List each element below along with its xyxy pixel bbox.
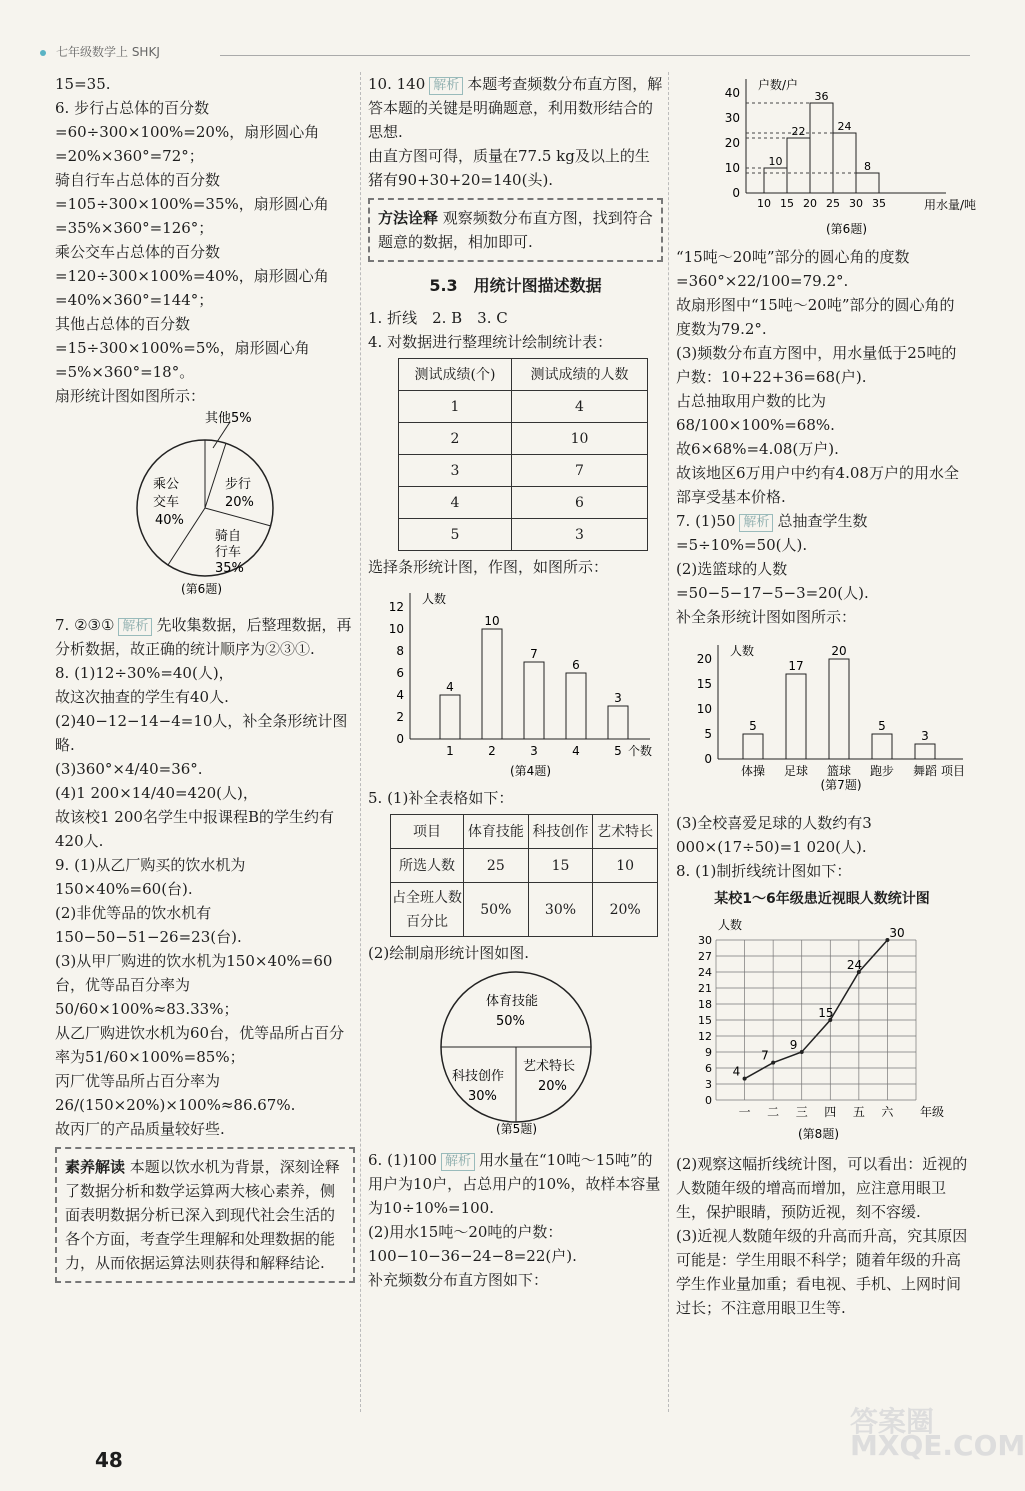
table-cell: 2	[399, 423, 512, 455]
y-tick-label: 4	[396, 688, 404, 702]
table-cell: 25	[464, 849, 529, 883]
x-tick-label: 1	[446, 744, 454, 758]
histogram-q6	[676, 78, 977, 238]
table-row	[391, 815, 658, 849]
data-label: 10	[768, 155, 783, 168]
text-line: 从乙厂购进饮水机为60台，优等品所占百分率为51/60×100%=85%；	[55, 1024, 345, 1066]
table-row	[399, 391, 648, 423]
y-tick-label: 18	[698, 998, 712, 1011]
literacy-box	[55, 1147, 355, 1283]
pie-divider	[205, 443, 226, 508]
text-line	[676, 509, 968, 557]
data-label: 10	[484, 614, 500, 628]
x-tick-label: 15	[780, 197, 794, 210]
column-divider	[668, 72, 669, 1412]
x-tick-label: 篮球	[826, 764, 852, 778]
table-cell: 5	[399, 519, 512, 551]
page-header	[40, 40, 160, 64]
text-line	[368, 72, 663, 144]
table-cell: 所选人数	[391, 849, 464, 883]
bar-chart-q4	[368, 579, 663, 779]
analysis-tag: 解析	[739, 514, 773, 532]
y-tick-label: 24	[698, 966, 712, 979]
answer: 本题考查频数分布直方图，解答本题的关键是明确题意，利用数形结合的思想.	[368, 75, 663, 141]
text-line: 乘公交车占总体的百分数=120÷300×100%=40%，扇形圆心角=40%×360°=144°；	[55, 243, 329, 309]
text-line: (2)用水15吨～20吨的户数：	[368, 1223, 563, 1241]
column-1	[55, 72, 355, 1289]
y-tick-label: 2	[396, 710, 404, 724]
y-tick-label: 20	[724, 136, 740, 150]
data-label: 5	[878, 719, 886, 733]
y-tick-label: 8	[396, 644, 404, 658]
data-label: 7	[530, 647, 538, 661]
table-row	[399, 359, 648, 391]
figure-caption: (第4题)	[510, 764, 551, 778]
pie-label: 步行	[225, 477, 252, 492]
text-line: 故这次抽查的学生有40人.	[55, 688, 229, 706]
data-label: 3	[921, 729, 929, 743]
answer: 7. (1)50	[676, 512, 736, 530]
line-chart-q8	[676, 915, 968, 1145]
bar	[566, 673, 586, 739]
pie-label: 35%	[215, 561, 244, 576]
table-cell: 体育技能	[464, 815, 529, 849]
x-tick-label: 2	[488, 744, 496, 758]
x-tick-label: 10	[757, 197, 771, 210]
text-line: 故该校1 200名学生中报课程B的学生约有420人.	[55, 808, 334, 850]
table-cell: 10	[593, 849, 658, 883]
table-cell: 20%	[593, 883, 658, 937]
data-label: 20	[831, 644, 847, 658]
table-header: 测试成绩(个)	[399, 359, 512, 391]
x-tick-label: 35	[872, 197, 886, 210]
pie-label: 艺术特长	[523, 1059, 576, 1074]
text-line: 8. (1)12÷30%=40(人)，	[55, 664, 234, 682]
answer: 先收集数据，后整理数据，再分析数据，故正确的统计顺序为②③①.	[55, 616, 352, 658]
text-line: 故扇形图中“15吨～20吨”部分的圆心角的度数为79.2°.	[676, 296, 955, 338]
x-tick-label: 三	[795, 1105, 808, 1119]
answer: 6. (1)100	[368, 1151, 437, 1169]
text-line	[368, 1148, 663, 1220]
y-tick-label: 10	[724, 161, 740, 175]
column-2	[368, 72, 663, 1292]
data-label: 3	[614, 691, 622, 705]
table-cell: 50%	[464, 883, 529, 937]
table-q5	[390, 814, 658, 937]
table-cell: 1	[399, 391, 512, 423]
text-line: (2)40−12−14−4=10人，补全条形统计图略.	[55, 712, 348, 754]
y-tick-label: 27	[698, 950, 712, 963]
text-line: 故6×68%=4.08(万户).	[676, 440, 839, 458]
bullet-icon	[40, 50, 46, 56]
table-cell: 30%	[528, 883, 593, 937]
pie-label: 科技创作	[452, 1069, 505, 1084]
data-label: 30	[889, 926, 905, 940]
y-tick-label: 40	[724, 86, 740, 100]
analysis-tag: 解析	[118, 618, 152, 636]
data-label: 15	[818, 1006, 834, 1020]
table-cell: 7	[512, 455, 648, 487]
bar	[786, 674, 806, 759]
section-title: 5.3 用统计图描述数据	[429, 276, 602, 295]
text-line: (3)360°×4/40=36°.	[55, 760, 203, 778]
histogram-bar	[764, 168, 787, 193]
answer: 7. ②③①	[55, 616, 115, 634]
x-tick-label: 足球	[783, 764, 809, 778]
column-3	[676, 78, 977, 1320]
bar	[440, 695, 460, 739]
text-line: 补全条形统计图如图所示：	[676, 608, 857, 626]
y-tick-label: 12	[388, 600, 404, 614]
y-axis-label: 人数	[718, 918, 743, 932]
figure-caption: (第5题)	[496, 1122, 537, 1136]
y-axis-label: 人数	[422, 592, 447, 606]
y-tick-label: 9	[705, 1046, 712, 1059]
table-cell: 4	[512, 391, 648, 423]
histogram-bar	[856, 173, 879, 193]
figure-caption: (第6题)	[826, 222, 867, 236]
y-tick-label: 6	[396, 666, 404, 680]
pie-label: 50%	[496, 1014, 525, 1029]
text-line: 1. 折线 2. B 3. C	[368, 309, 508, 327]
text-line: 其他占总体的百分数=15÷300×100%=5%，扇形圆心角=5%×360°=18°。	[55, 315, 310, 381]
y-tick-label: 30	[698, 934, 712, 947]
data-label: 9	[789, 1038, 798, 1052]
text-line: (2)绘制扇形统计图如图.	[368, 944, 530, 962]
pie-label: 骑自	[215, 529, 242, 544]
histogram-bar	[810, 103, 833, 193]
header-rule	[220, 55, 970, 56]
table-row	[399, 519, 648, 551]
figure-caption: (第8题)	[798, 1127, 839, 1141]
box-title: 方法诠释	[378, 209, 439, 227]
text-line: “15吨～20吨”部分的圆心角的度数=360°×22/100=79.2°.	[676, 248, 910, 290]
y-tick-label: 0	[704, 752, 712, 766]
answer: 用水量在“10吨～15吨”的用户为10户，占总用户的10%，故样本容量为10÷10%=100.	[368, 1151, 661, 1217]
text-line: 8. (1)制折线统计图如下：	[676, 862, 852, 880]
bar	[915, 744, 935, 759]
column-divider	[360, 72, 361, 1412]
bar	[608, 706, 628, 739]
y-tick-label: 20	[696, 652, 712, 666]
data-label: 4	[446, 680, 454, 694]
x-axis-label: 用水量/吨	[924, 198, 977, 212]
x-tick-label: 4	[572, 744, 580, 758]
text-line: 4. 对数据进行整理统计绘制统计表：	[368, 333, 613, 351]
x-axis-label: 项目	[941, 764, 966, 778]
text-line: 占总抽取用户数的比为68/100×100%=68%.	[676, 392, 835, 434]
text-line: 故丙厂的产品质量较好些.	[55, 1120, 225, 1138]
pie-label: 体育技能	[486, 994, 539, 1009]
answer: 10. 140	[368, 75, 426, 93]
book-title: 七年级数学上 SHKJ	[56, 45, 160, 59]
data-point	[771, 1061, 775, 1065]
table-cell: 4	[399, 487, 512, 519]
y-tick-label: 0	[396, 732, 404, 746]
x-tick-label: 30	[849, 197, 863, 210]
text-line: 6. 步行占总体的百分数=60÷300×100%=20%，扇形圆心角=20%×360°=72°；	[55, 99, 320, 165]
answer: 总抽查学生数=5÷10%=50(人).	[676, 512, 868, 554]
data-label: 6	[572, 658, 580, 672]
analysis-tag: 解析	[441, 1153, 475, 1171]
data-label: 24	[846, 958, 863, 972]
bar	[482, 629, 502, 739]
text-line: (3)全校喜爱足球的人数约有3 000×(17÷50)=1 020(人).	[676, 814, 872, 856]
pie-label: 其他5%	[205, 411, 252, 426]
pie-label: 40%	[155, 513, 184, 528]
text-line: 由直方图可得，质量在77.5 kg及以上的生猪有90+30+20=140(头).	[368, 147, 650, 189]
text-line: 骑自行车占总体的百分数=105÷300×100%=35%，扇形圆心角=35%×360°=126°；	[55, 171, 329, 237]
y-tick-label: 3	[705, 1078, 712, 1091]
pie-label: 交车	[153, 495, 180, 510]
table-header: 测试成绩的人数	[512, 359, 648, 391]
text-line: 9. (1)从乙厂购买的饮水机为150×40%=60(台).	[55, 856, 246, 898]
y-tick-label: 0	[705, 1094, 712, 1107]
x-axis-label: 年级	[920, 1105, 945, 1119]
figure-caption: (第7题)	[820, 778, 862, 792]
analysis-tag: 解析	[429, 77, 463, 95]
x-tick-label: 四	[824, 1105, 837, 1119]
histogram-bar	[833, 133, 856, 193]
text-line: (3)频数分布直方图中，用水量低于25吨的户数：10+22+36=68(户).	[676, 344, 957, 386]
text-line: 15=35.	[55, 75, 111, 93]
table-cell: 3	[399, 455, 512, 487]
data-label: 17	[788, 659, 804, 673]
table-cell: 3	[512, 519, 648, 551]
bar	[829, 659, 849, 759]
x-axis-label: 个数	[628, 744, 653, 758]
x-tick-label: 跑步	[869, 764, 895, 778]
bar	[872, 734, 892, 759]
pie-divider	[205, 508, 271, 526]
page-number: 48	[95, 1448, 123, 1472]
histogram-bar	[787, 138, 810, 193]
y-tick-label: 15	[698, 1014, 712, 1027]
text-line: (2)选篮球的人数=50−5−17−5−3=20(人).	[676, 560, 869, 602]
data-point	[743, 1077, 747, 1081]
text-line: (3)近视人数随年级的升高而升高，究其原因可能是：学生用眼不科学；随着年级的升高学生作业量加重；看电视、手机、上网时间过长；不注意用眼卫生等.	[676, 1227, 968, 1317]
y-axis-label: 户数/户	[758, 78, 799, 92]
text-line: (2)非优等品的饮水机有150−50−51−26=23(台).	[55, 904, 242, 946]
data-label: 7	[761, 1048, 769, 1063]
pie-label: 行车	[215, 545, 242, 560]
table-cell: 10	[512, 423, 648, 455]
y-tick-label: 12	[698, 1030, 712, 1043]
bar	[524, 662, 544, 739]
x-tick-label: 5	[614, 744, 622, 758]
y-tick-label: 21	[698, 982, 712, 995]
figure-caption: (第6题)	[181, 582, 222, 596]
data-label: 36	[814, 90, 829, 103]
x-tick-label: 20	[803, 197, 817, 210]
watermark: 答案圈 MXQE.COM	[850, 1405, 1025, 1462]
y-tick-label: 5	[704, 727, 712, 741]
text-line: 选择条形统计图，作图，如图所示：	[368, 558, 609, 576]
text-line: (2)观察这幅折线统计图，可以看出：近视的人数随年级的增高而增加，应注意用眼卫生，保护眼睛，预防近视，刻不容缓.	[676, 1155, 968, 1221]
table-cell: 15	[528, 849, 593, 883]
table-cell: 项目	[391, 815, 464, 849]
text-line: 补充频数分布直方图如下：	[368, 1271, 549, 1289]
bar-chart-q7	[676, 629, 968, 804]
x-tick-label: 五	[852, 1105, 865, 1119]
table-cell: 艺术特长	[593, 815, 658, 849]
table-row	[391, 883, 658, 937]
text-line: 5. (1)补全表格如下：	[368, 789, 514, 807]
x-tick-label: 体操	[740, 764, 766, 778]
y-tick-label: 15	[696, 677, 712, 691]
y-tick-label: 10	[696, 702, 712, 716]
text-line	[55, 613, 355, 661]
text-line: 扇形统计图如图所示：	[55, 387, 206, 405]
y-axis-label: 人数	[730, 644, 755, 658]
box-text: 观察频数分布直方图，找到符合题意的数据，相加即可.	[378, 209, 653, 251]
x-tick-label: 舞蹈	[912, 764, 938, 778]
table-row	[391, 849, 658, 883]
data-label: 22	[791, 125, 806, 138]
y-tick-label: 0	[732, 186, 740, 200]
pie-label: 乘公	[153, 477, 180, 492]
text-line: 100−10−36−24−8=22(户).	[368, 1247, 577, 1265]
text-line: 丙厂优等品所占百分率为26/(150×20%)×100%≈86.67%.	[55, 1072, 296, 1114]
pie-label: 20%	[225, 495, 254, 510]
x-tick-label: 六	[881, 1105, 894, 1119]
data-label: 4	[732, 1064, 741, 1079]
table-cell: 占全班人数百分比	[391, 883, 464, 937]
method-box	[368, 198, 663, 262]
pie-chart-q5	[368, 965, 663, 1135]
data-label: 24	[837, 120, 852, 133]
x-tick-label: 3	[530, 744, 538, 758]
table-q4	[398, 358, 648, 551]
box-text: 本题以饮水机为背景，深刻诠释了数据分析和数学运算两大核心素养，侧面表明数据分析已深入到现代社会生活的各个方面，考查学生理解和处理数据的能力，从而依据运算法则获得和解释结论.	[65, 1158, 340, 1272]
text-line: (4)1 200×14/40=420(人)，	[55, 784, 258, 802]
table-row	[399, 455, 648, 487]
data-label: 8	[864, 160, 871, 173]
box-title: 素养解读	[65, 1158, 126, 1176]
table-row	[399, 487, 648, 519]
text-line: 故该地区6万用户中约有4.08万户的用水全部享受基本价格.	[676, 464, 959, 506]
pie-chart-q6	[55, 408, 355, 598]
data-label: 5	[749, 719, 757, 733]
x-tick-label: 25	[826, 197, 840, 210]
bar	[743, 734, 763, 759]
data-point	[800, 1050, 804, 1054]
chart-title: 某校1～6年级患近视眼人数统计图	[714, 891, 930, 907]
table-row	[399, 423, 648, 455]
table-cell: 6	[512, 487, 648, 519]
y-tick-label: 10	[388, 622, 404, 636]
x-tick-label: 一	[738, 1105, 751, 1119]
pie-label: 20%	[538, 1079, 567, 1094]
y-tick-label: 30	[724, 111, 740, 125]
x-tick-label: 二	[767, 1105, 780, 1119]
text-line: (3)从甲厂购进的饮水机为150×40%=60台，优等品百分率为50/60×100%≈83.33%；	[55, 952, 333, 1018]
table-cell: 科技创作	[528, 815, 593, 849]
pie-label: 30%	[468, 1089, 497, 1104]
y-tick-label: 6	[705, 1062, 712, 1075]
